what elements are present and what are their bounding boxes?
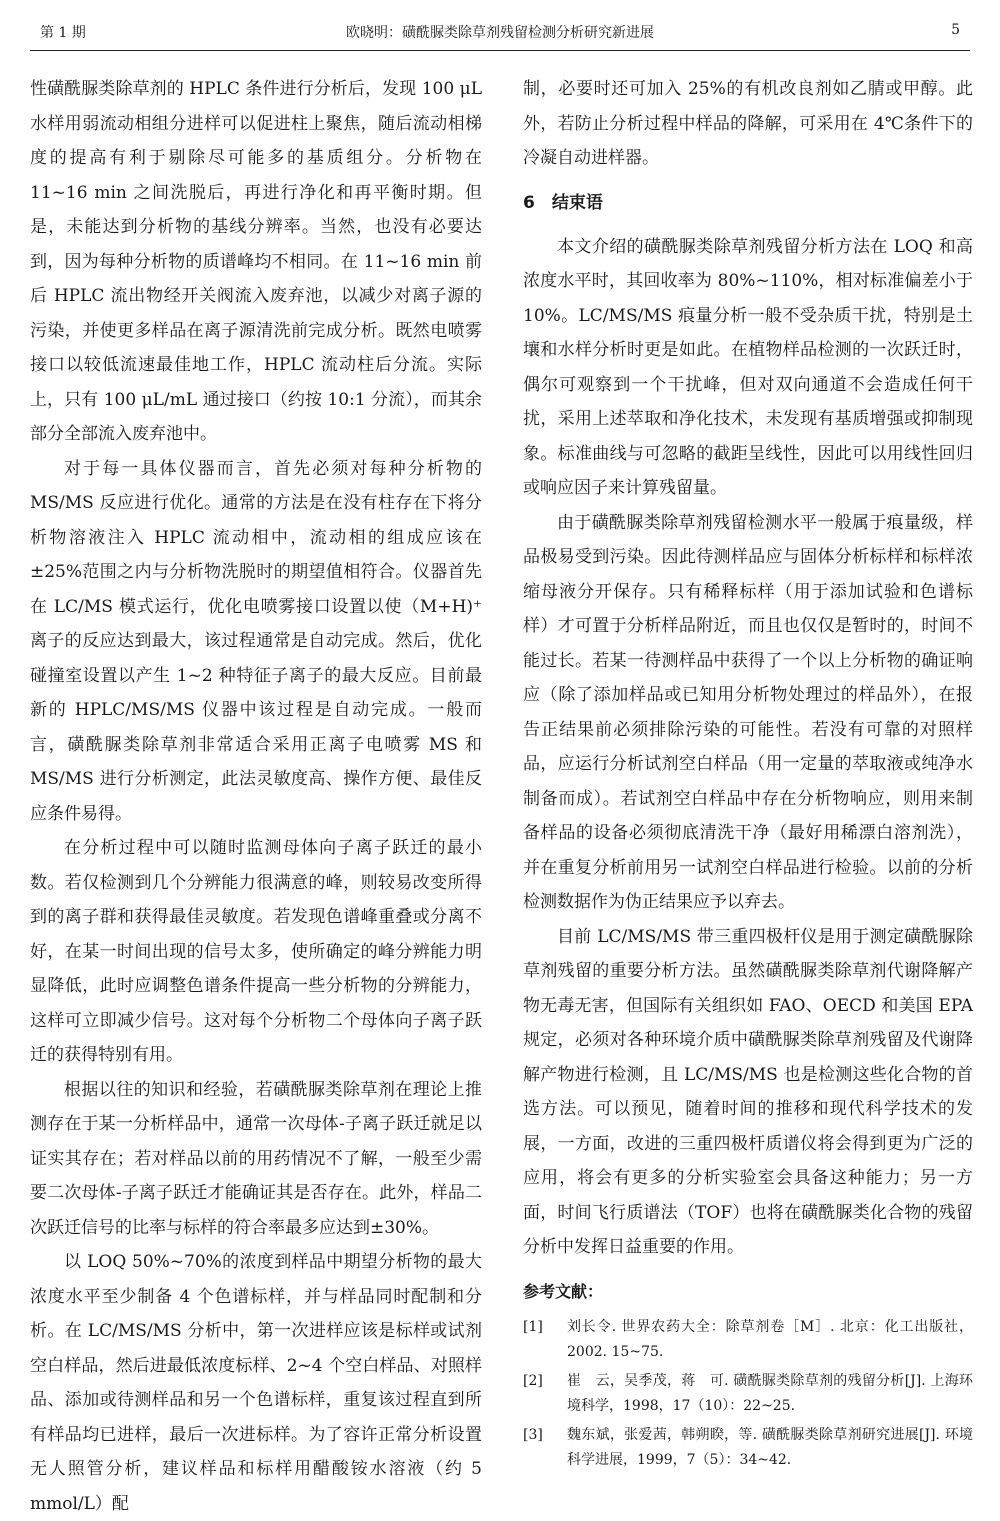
reference-number: [2] (523, 1372, 543, 1389)
running-header (30, 10, 970, 51)
reference-text: 魏东斌，张爱茜，韩朔睽，等. 磺酰脲类除草剂研究进展[J]. 环境科学进展，1999，7（5）：34~42. (567, 1426, 973, 1468)
references-title: 参考文献： (523, 1281, 604, 1301)
paragraph: 目前 LC/MS/MS 带三重四极杆仪是用于测定磺酰脲除草剂残留的重要分析方法。虽然磺酰脲类除草剂代谢降解产物无毒无害，但国际有关组织如 FAO、OECD 和美国 EPA 规定，必须对各种环境介质中磺酰脲类除草剂残留及代谢降解产物进行检测，且 LC/MS/MS 也是检测这些化合物的首选方法。可以预见，随着时间的推移和现代科学技术的发展，一方面，改进的三重四极杆质谱仪将会得到更为广泛的应用，将会有更多的分析实验室会具备这种能力；另一方面，时间飞行质谱法（TOF）也将在磺酰脲类化合物的残留分析中发挥日益重要的作用。 (523, 926, 973, 1257)
paragraph: 对于每一具体仪器而言，首先必须对每种分析物的 MS/MS 反应进行优化。通常的方法是在没有柱存在下将分析物溶液注入 HPLC 流动相中，流动相的组成应该在±25%范围之内与分析物洗脱时的期望值相符合。仪器首先在 LC/MS 模式运行，优化电喷雾接口设置以使（M+H)⁺离子的反应达到最大，该过程通常是自动完成。然后，优化碰撞室设置以产生 1~2 种特征子离子的最大反应。目前最新的 HPLC/MS/MS 仪器中该过程是自动完成。一般而言，磺酰脲类除草剂非常适合采用正离子电喷雾 MS 和 MS/MS 进行分析测定，此法灵敏度高、操作方便、最佳反应条件易得。 (30, 458, 482, 824)
reference-item (523, 1423, 973, 1473)
reference-item (523, 1369, 973, 1419)
paragraph: 根据以往的知识和经验，若磺酰脲类除草剂在理论上推测存在于某一分析样品中，通常一次母体-子离子跃迁就足以证实其存在；若对样品以前的用药情况不了解，一般至少需要二次母体-子离子跃迁才能确证其是否存在。此外，样品二次跃迁信号的比率与标样的符合率最多应达到±30%。 (30, 1079, 482, 1238)
reference-number: [1] (523, 1318, 543, 1335)
paragraph: 在分析过程中可以随时监测母体向子离子跃迁的最小数。若仅检测到几个分辨能力很满意的峰，则较易改变所得到的离子群和获得最佳灵敏度。若发现色谱峰重叠或分离不好，在某一时间出现的信号太多，使所确定的峰分辨能力明显降低，此时应调整色谱条件提高一些分析物的分辨能力，这样可立即减少信号。这对每个分析物二个母体向子离子跃迁的获得特别有用。 (30, 838, 482, 1065)
reference-item (523, 1315, 973, 1365)
reference-text: 崔 云，吴季茂，蒋 可. 磺酰脲类除草剂的残留分析[J]. 上海环境科学，1998，17（10）：22~25. (567, 1372, 973, 1414)
left-column (30, 72, 482, 1521)
paragraph: 由于磺酰脲类除草剂残留检测水平一般属于痕量级，样品极易受到污染。因此待测样品应与固体分析标样和标样浓缩母液分开保存。只有稀释标样（用于添加试验和色谱标样）才可置于分析样品附近，而且也仅仅是暂时的，时间不能过长。若某一待测样品中获得了一个以上分析物的确证响应（除了添加样品或已知用分析物处理过的样品外），在报告正结果前必须排除污染的可能性。若没有可靠的对照样品，应运行分析试剂空白样品（用一定量的萃取液或纯净水制备而成）。若试剂空白样品中存在分析物响应，则用来制备样品的设备必须彻底清洗干净（最好用稀漂白溶剂洗），并在重复分析前用另一试剂空白样品进行检验。以前的分析检测数据作为伪正结果应予以弃去。 (523, 512, 973, 912)
issue-label: 第 1 期 (40, 25, 86, 41)
right-column (523, 72, 973, 1477)
reference-list (523, 1315, 973, 1473)
paragraph: 性磺酰脲类除草剂的 HPLC 条件进行分析后，发现 100 μL 水样用弱流动相组分进样可以促进柱上聚焦，随后流动相梯度的提高有利于剔除尽可能多的基质组分。分析物在 11~16 min 之间洗脱后，再进行净化和再平衡时期。但是，未能达到分析物的基线分辨率。当然，也没有必要达到，因为每种分析物的质谱峰均不相同。在 11~16 min 前后 HPLC 流出物经开关阀流入废弃池，以减少对离子源的污染，并使更多样品在离子源清洗前完成分析。既然电喷雾接口以较低流速最佳地工作，HPLC 流动柱后分流。实际上，只有 100 μL/mL 通过接口（约按 10:1 分流），而其余部分全部流入废弃池中。 (30, 79, 482, 444)
paragraph: 以 LOQ 50%~70%的浓度到样品中期望分析物的最大浓度水平至少制备 4 个色谱标样，并与样品同时配制和分析。在 LC/MS/MS 分析中，第一次进样应该是标样或试剂空白样品，然后进最低浓度标样、2~4 个空白样品、对照样品、添加或待测样品和另一个色谱标样，重复该过程直到所有样品均已进样，最后一次进标样。为了容许正常分析设置无人照管分析，建议样品和标样用醋酸铵水溶液（约 5 mmol/L）配 (30, 1252, 482, 1514)
running-title: 欧晓明：磺酰脲类除草剂残留检测分析研究新进展 (346, 25, 654, 41)
reference-text: 刘长令. 世界农药大全：除草剂卷［M］. 北京：化工出版社，2002. 15~75. (567, 1318, 973, 1360)
paragraph: 本文介绍的磺酰脲类除草剂残留分析方法在 LOQ 和高浓度水平时，其回收率为 80%~110%，相对标准偏差小于 10%。LC/MS/MS 痕量分析一般不受杂质干扰，特别是土壤和水样分析时更是如此。在植物样品检测的一次跃迁时，偶尔可观察到一个干扰峰，但对双向通道不会造成任何干扰，采用上述萃取和净化技术，未发现有基质增强或抑制现象。标准曲线与可忽略的截距呈线性，因此可以用线性回归或响应因子来计算残留量。 (523, 236, 973, 498)
paragraph: 制，必要时还可加入 25%的有机改良剂如乙腈或甲醇。此外，若防止分析过程中样品的降解，可采用在 4℃条件下的冷凝自动进样器。 (523, 79, 973, 168)
section-title: 6 结束语 (523, 192, 603, 213)
page-number: 5 (951, 22, 960, 38)
reference-number: [3] (523, 1426, 543, 1443)
